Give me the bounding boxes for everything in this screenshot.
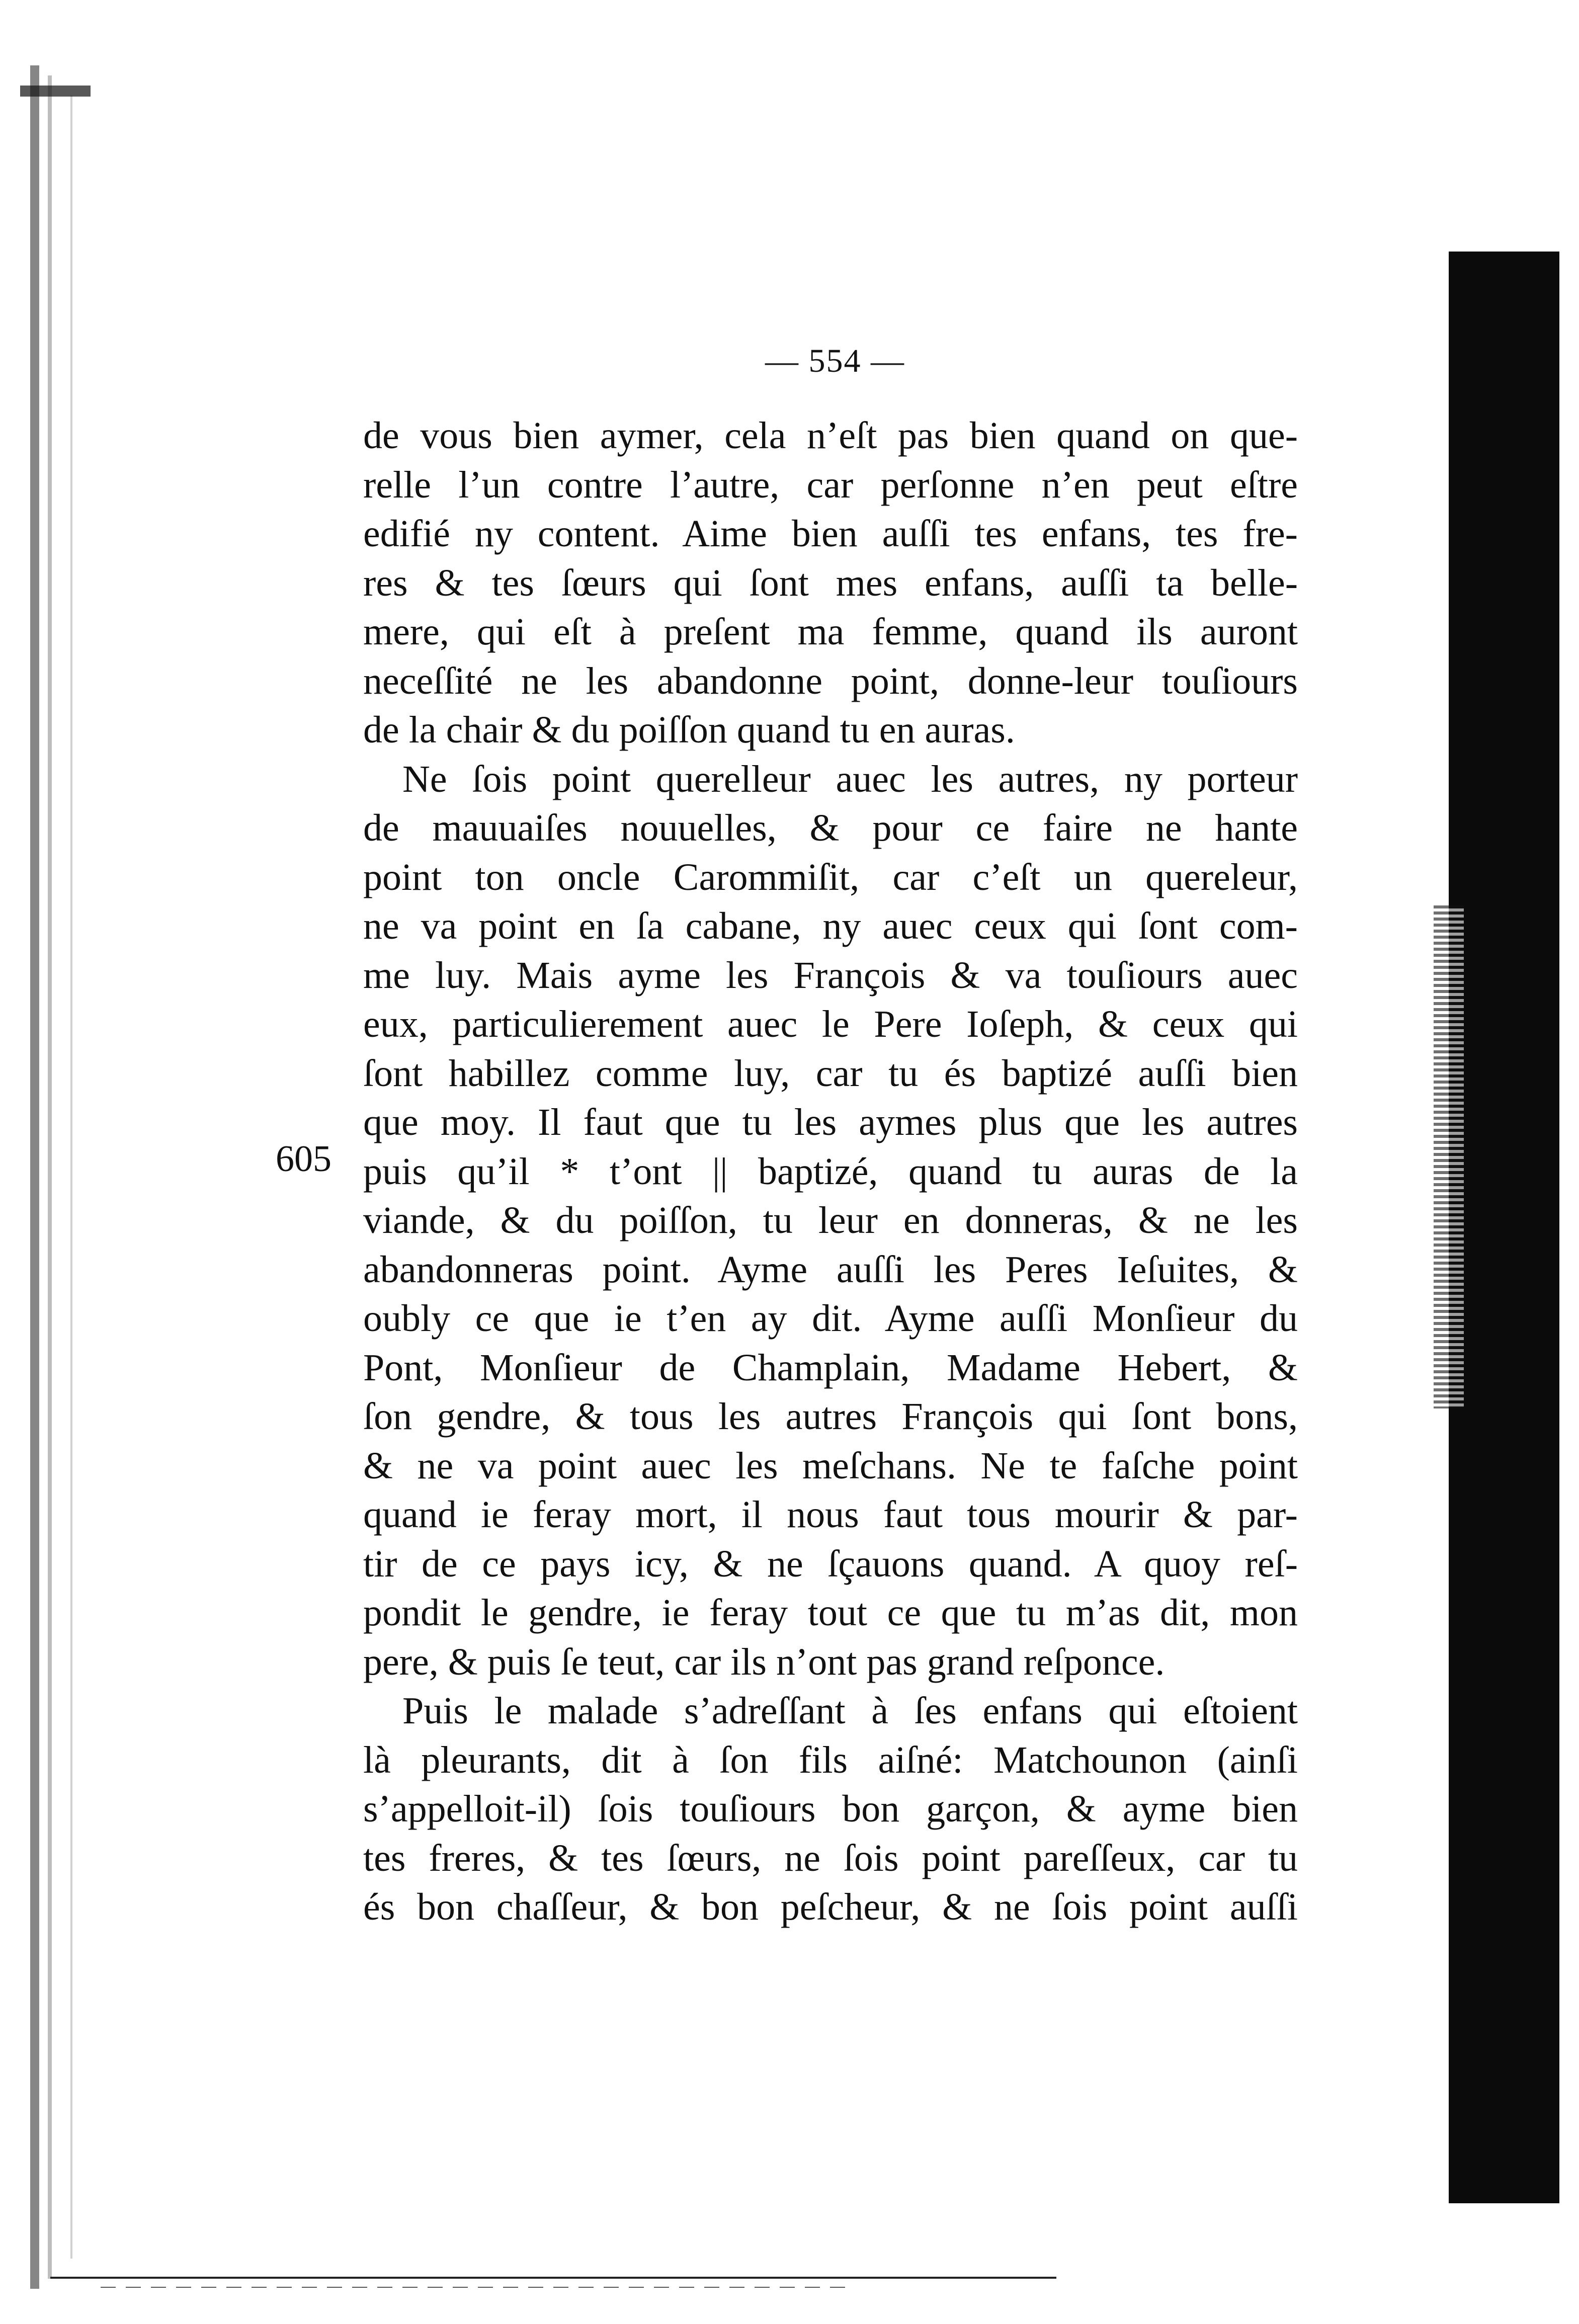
text-line: Puis le malade s’adreſſant à ſes enfans qui eſtoient [402,1690,1298,1732]
text-line: que moy. Il faut que tu les aymes plus que les autres [363,1101,1298,1143]
gutter-shadow [70,96,72,2259]
gutter-shadow [48,75,52,2279]
text-line: oubly ce que ie t’en ay dit. Ayme auſſi Monſieur du [363,1297,1298,1340]
text-line: pere, & puis ſe teut, car ils n’ont pas grand reſponce. [363,1640,1165,1683]
text-line: pondit le gendre, ie feray tout ce que tu m’as dit, mon [363,1592,1298,1634]
text-line: relle l’un contre l’autre, car perſonne n’en peut eſtre [363,463,1298,506]
text-line: ſont habillez comme luy, car tu és baptizé auſſi bien [363,1052,1298,1095]
text-line: res & tes ſœurs qui ſont mes enfans, auſſi ta belle- [363,561,1298,604]
gutter-shadow [20,86,91,97]
text-line: point ton oncle Carommiſit, car c’eſt un quereleur, [363,856,1298,898]
page-number: — 554 — [765,343,905,379]
text-line: neceſſité ne les abandonne point, donne-leur touſiours [363,659,1298,702]
text-line: Ne ſois point querelleur auec les autres, ny porteur [402,758,1298,800]
text-line: de vous bien aymer, cela n’eſt pas bien quand on que- [363,414,1298,457]
text-line: Pont, Monſieur de Champlain, Madame Hebert, & [363,1346,1298,1389]
text-line: de la chair & du poiſſon quand tu en auras. [363,709,1015,751]
text-line: mere, qui eſt à preſent ma femme, quand ils auront [363,611,1298,653]
bottom-scan-line [101,2287,855,2288]
text-line: de mauuaiſes nouuelles, & pour ce faire ne hante [363,807,1298,849]
gutter-shadow [30,65,39,2289]
text-line: me luy. Mais ayme les François & va touſiours auec [363,954,1298,997]
text-line: là pleurants, dit à ſon fils aiſné: Matchounon (ainſi [363,1738,1298,1781]
text-line: és bon chaſſeur, & bon peſcheur, & ne ſois point auſſi [363,1886,1298,1928]
text-line: puis qu’il * t’ont || baptizé, quand tu auras de la [363,1150,1298,1193]
text-line: viande, & du poiſſon, tu leur en donneras, & ne les [363,1199,1298,1241]
bottom-scan-line [50,2277,1056,2279]
text-line: tir de ce pays icy, & ne ſçauons quand. A quoy reſ- [363,1542,1298,1585]
text-line: quand ie feray mort, il nous faut tous mourir & par- [363,1493,1298,1536]
text-line: edifié ny content. Aime bien auſſi tes enfans, tes fre- [363,513,1298,555]
body-text [363,411,1298,1932]
page-edge-shadow [1449,252,1559,2203]
text-line: eux, particulierement auec le Pere Ioſeph, & ceux qui [363,1003,1298,1045]
text-line: ſon gendre, & tous les autres François qui ſont bons, [363,1395,1298,1438]
text-line: abandonneras point. Ayme auſſi les Peres Ieſuites, & [363,1248,1298,1291]
text-line: tes freres, & tes ſœurs, ne ſois point pareſſeux, car tu [363,1837,1298,1879]
text-line: s’appelloit-il) ſois touſiours bon garçon, & ayme bien [363,1788,1298,1830]
page-edge-fray [1434,905,1464,1408]
margin-page-reference: 605 [276,1138,331,1180]
text-line: ne va point en ſa cabane, ny auec ceux qui ſont com- [363,905,1298,947]
text-line: & ne va point auec les meſchans. Ne te faſche point [363,1444,1298,1487]
binding-gutter-artifact [20,65,96,2294]
